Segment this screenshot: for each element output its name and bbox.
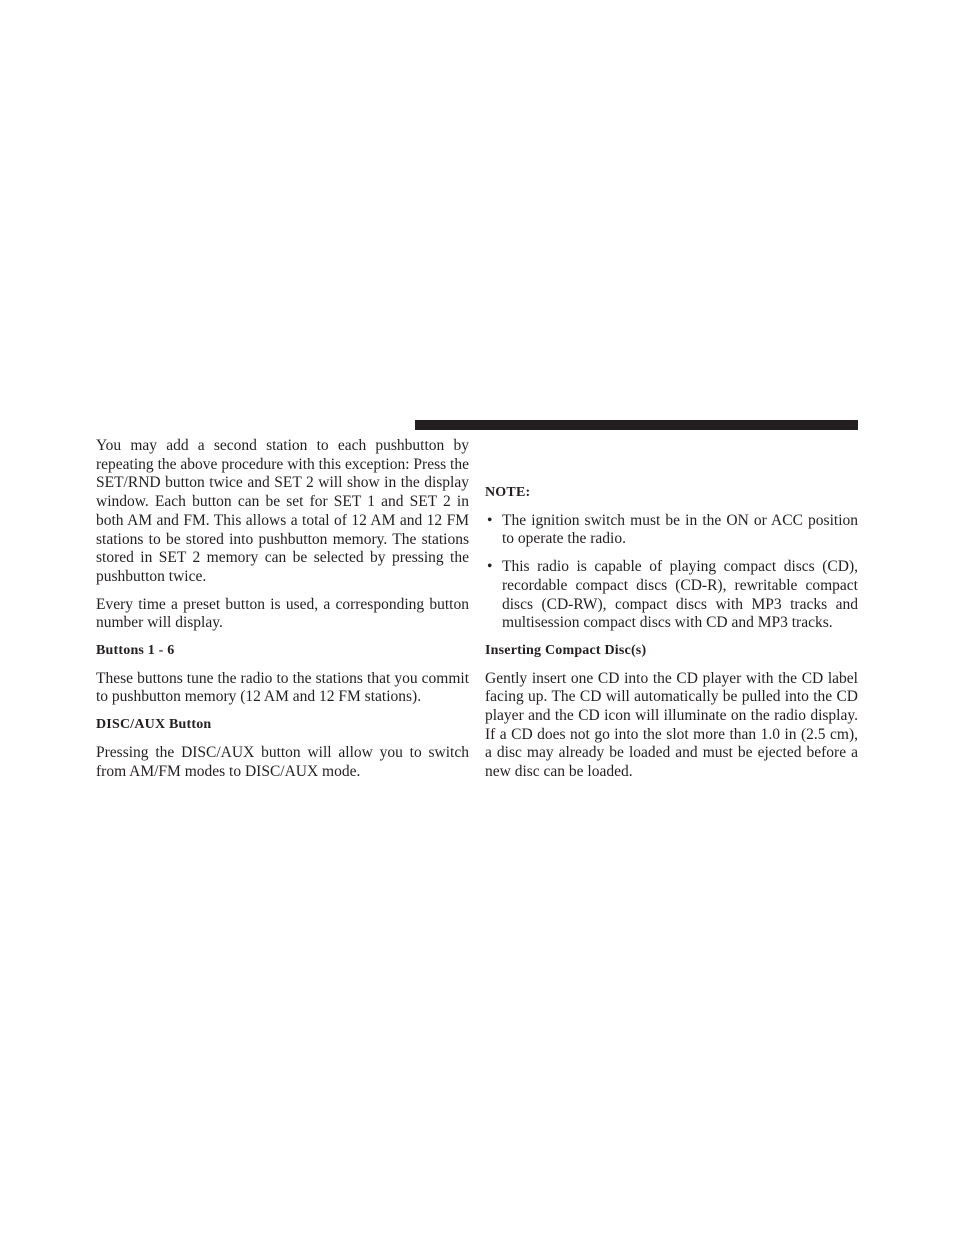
second-station-paragraph: You may add a second station to each pushbutton by repeating the above procedure with this exception: Press the SET/RND button twice and SET 2 will show in the display window. Each button can be set for SET 1 and SET 2 in both AM and FM. This allows a total of 12 AM and 12 FM stations to be stored into pushbutton memory. The stations stored in SET 2 memory can be selected by pressing the pushbutton twice. [96,437,469,585]
right-column [485,437,858,791]
bullet-icon: • [487,558,493,576]
list-item [485,512,858,549]
note-bullet-list [485,512,858,633]
preset-display-paragraph: Every time a preset button is used, a corresponding button number will display. [96,595,469,632]
list-item [485,558,858,633]
bullet-text: The ignition switch must be in the ON or ACC position to operate the radio. [502,511,858,548]
disc-aux-paragraph: Pressing the DISC/AUX button will allow you to switch from AM/FM modes to DISC/AUX mode. [96,743,469,780]
buttons-paragraph: These buttons tune the radio to the stations that you commit to pushbutton memory (12 AM and 12 FM stations). [96,669,469,706]
bullet-icon: • [487,511,493,529]
column-spacer [485,437,858,484]
inserting-cd-paragraph: Gently insert one CD into the CD player with the CD label facing up. The CD will automatically be pulled into the CD player and the CD icon will illuminate on the radio display. If a CD does not go into the slot more than 1.0 in (2.5 cm), a disc may already be loaded and must be ejected before a new disc can be loaded. [485,669,858,781]
buttons-heading: Buttons 1 - 6 [96,643,175,659]
left-column [96,437,469,790]
note-label: NOTE: [485,485,531,500]
section-header-bar [415,420,858,430]
bullet-text: This radio is capable of playing compact discs (CD), recordable compact discs (CD-R), rewritable compact discs (CD-RW), compact discs with MP3 tracks and multisession compact discs with CD and MP3 tracks. [502,558,858,632]
disc-aux-heading: DISC/AUX Button [96,717,212,733]
inserting-cd-heading: Inserting Compact Disc(s) [485,642,647,658]
